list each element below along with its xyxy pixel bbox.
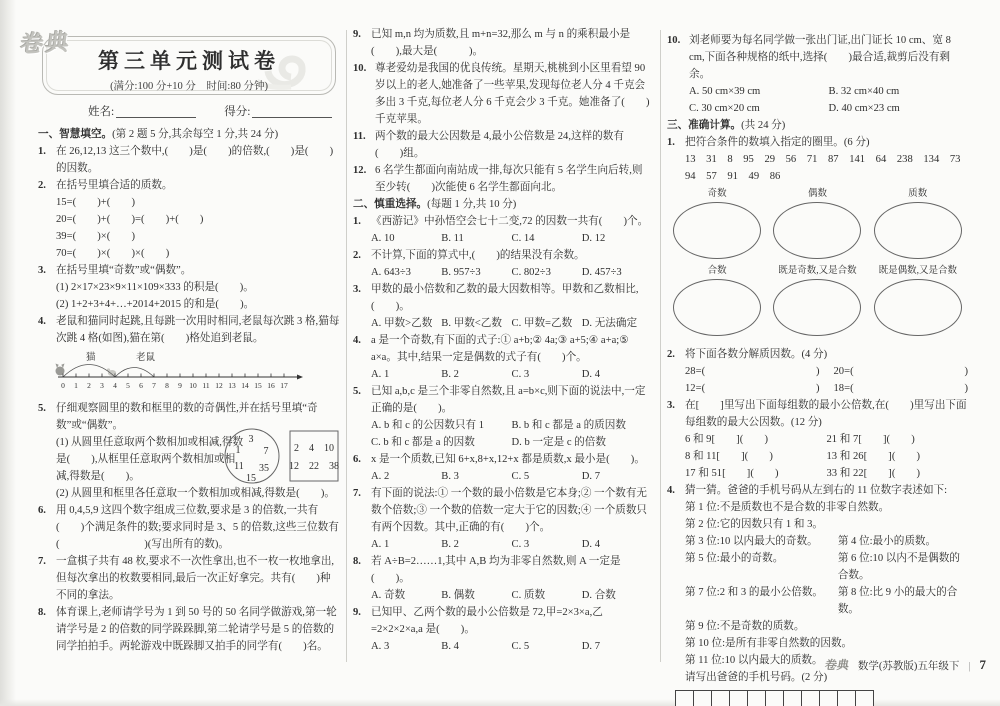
lcm-gcf-row xyxy=(685,448,968,465)
option: C. 5 xyxy=(511,471,530,482)
option: A. 3 xyxy=(371,641,390,652)
question-number: 9. xyxy=(353,607,361,618)
box-numbers-row: 12 22 38 xyxy=(289,461,339,472)
factorization-row xyxy=(685,363,968,380)
oval-cell xyxy=(667,188,767,259)
choice-question-10 xyxy=(667,32,968,83)
question-number: 3. xyxy=(38,265,46,276)
oval-label: 偶数 xyxy=(807,189,827,199)
question-text: 在[ ]里写出下面每组数的最小公倍数,在( )里写出下面每组数的最大公因数。(12 分) xyxy=(685,400,967,428)
axis-ticks xyxy=(61,374,288,391)
phone-clue: 第 9 位:不是奇数的质数。 xyxy=(685,621,805,632)
factorization-item: 18=( xyxy=(833,383,854,394)
question-number: 5. xyxy=(38,403,46,414)
digit-cell xyxy=(711,690,730,706)
oval-shape xyxy=(773,279,861,336)
question-number: 12. xyxy=(353,165,367,176)
question-number: 1. xyxy=(38,146,46,157)
brand-logo: 卷典 xyxy=(19,29,73,58)
close-paren: ) xyxy=(815,383,820,394)
options-row xyxy=(371,264,652,281)
page-footer xyxy=(825,656,986,673)
svg-text:13: 13 xyxy=(228,381,236,390)
section-2-title: 二、慎重选择。 xyxy=(353,199,428,210)
option: C. 3 xyxy=(511,539,530,550)
question-number: 3. xyxy=(667,400,675,411)
option: D. 7 xyxy=(581,471,600,482)
option: B. 3 xyxy=(441,471,459,482)
option: B. 32 cm×40 cm xyxy=(828,86,900,97)
phone-clue-row xyxy=(685,550,968,584)
question-text: 刘老师要为每名同学做一张出门证,出门证长 10 cm、宽 8 cm,下面各种规格的纸中,选择( )最合适,裁剪后没有剩余。 xyxy=(689,35,951,80)
option: C. 14 xyxy=(511,233,535,244)
option: D. 457÷3 xyxy=(581,267,622,278)
sub-question: (2) 1+2+3+4+…+2014+2015 的和是( )。 xyxy=(56,299,255,310)
question-number: 4. xyxy=(38,316,46,327)
number-pool-line: 94 57 91 49 86 xyxy=(685,171,781,182)
phone-clue: 第 11 位:10 以内最大的质数。 xyxy=(685,655,823,666)
svg-text:9: 9 xyxy=(178,381,182,390)
phone-clue-row xyxy=(685,584,968,618)
option: A. 奇数 xyxy=(371,590,406,601)
calc-question-2 xyxy=(667,346,968,363)
numberline-figure xyxy=(52,350,341,398)
factorization-item: 28=( xyxy=(685,366,706,377)
oval-label: 既是奇数,又是合数 xyxy=(778,266,857,276)
oval-cell xyxy=(868,265,968,336)
phone-clue: 第 7 位:2 和 3 的最小公倍数。 xyxy=(685,587,824,598)
sub-question: (1) 从圆里任意取两个数相加或相减,得数是( ),从框里任意取两个数相加或相减,得数是( )。 xyxy=(56,437,244,482)
column-1 xyxy=(38,126,341,655)
section-2-meta: (每题 1 分,共 10 分) xyxy=(427,199,517,210)
option: A. 50 cm×39 cm xyxy=(689,86,761,97)
section-3-title: 三、准确计算。 xyxy=(667,120,742,131)
options-grid xyxy=(689,83,968,117)
question-3 xyxy=(38,262,341,279)
phone-clue: 第 1 位:不是质数也不是合数的非零自然数。 xyxy=(685,502,890,513)
option: B. 11 xyxy=(441,233,464,244)
question-9 xyxy=(353,26,652,60)
question-text: 将下面各数分解质因数。(4 分) xyxy=(685,349,828,360)
svg-text:10: 10 xyxy=(189,381,197,390)
question-text: 老鼠和猫同时起跳,且每跳一次用时相同,老鼠每次跳 3 格,猫每次跳 4 格(如图),猫在第( )格处追到老鼠。 xyxy=(56,316,340,344)
close-paren: ) xyxy=(815,366,820,377)
option: B. 偶数 xyxy=(441,590,475,601)
option: C. 甲数=乙数 xyxy=(511,318,573,329)
question-text: 6 名学生都面向南站成一排,每次只能有 5 名学生向后转,则至少转( )次能使 6 名学生都面向北。 xyxy=(375,165,643,193)
number-pair: 33 和 22[ ]( ) xyxy=(826,468,921,479)
factorization-item: 12=( xyxy=(685,383,706,394)
circle-number: 1 xyxy=(235,445,241,456)
question-text: 在括号里填“奇数”或“偶数”。 xyxy=(56,265,192,276)
phone-clue: 第 5 位:最小的奇数。 xyxy=(685,553,784,564)
number-pair: 6 和 9[ ]( ) xyxy=(685,434,768,445)
oval-label: 合数 xyxy=(707,266,727,276)
page-title: 第三单元测试卷 xyxy=(98,49,280,73)
question-text: 甲数的最小倍数和乙数的最大因数相等。甲数和乙数相比,( )。 xyxy=(371,284,639,312)
choice-question-7 xyxy=(353,485,652,536)
options-row xyxy=(371,638,652,655)
question-text: 已知 m,n 均为质数,且 m+n=32,那么 m 与 n 的乘积最小是( ),最大是( )。 xyxy=(371,29,631,57)
svg-text:11: 11 xyxy=(202,381,210,390)
digit-cell xyxy=(675,690,694,706)
svg-text:17: 17 xyxy=(280,381,288,390)
options-row xyxy=(371,536,652,553)
question-number: 10. xyxy=(667,35,681,46)
svg-text:5: 5 xyxy=(126,381,130,390)
lcm-gcf-row xyxy=(685,431,968,448)
oval-shape xyxy=(673,279,761,336)
title-box xyxy=(42,36,336,95)
cat-label: 猫 xyxy=(86,353,96,363)
option: D. 7 xyxy=(581,641,600,652)
option: D. 无法确定 xyxy=(581,318,638,329)
question-number: 6. xyxy=(353,454,361,465)
axis-arrow xyxy=(297,375,303,380)
digit-cell xyxy=(729,690,748,706)
option: C. 质数 xyxy=(511,590,546,601)
digit-cell xyxy=(747,690,766,706)
question-number: 8. xyxy=(353,556,361,567)
box-numbers-row: 2 4 10 xyxy=(294,443,334,454)
calc-question-1 xyxy=(667,134,968,151)
calc-question-3 xyxy=(667,397,968,431)
phone-clue: 第 8 位:比 9 小的最大的合数。 xyxy=(837,587,958,615)
oval-cell xyxy=(767,188,867,259)
question-text: a 是一个奇数,有下面的式子:① a+b;② 4a;③ a+5;④ a+a;⑤ a×a。其中,结果一定是偶数的式子有( )个。 xyxy=(371,335,629,363)
choice-question-2 xyxy=(353,247,652,264)
svg-text:0: 0 xyxy=(61,381,65,390)
question-number: 8. xyxy=(38,607,46,618)
question-text: 已知甲、乙两个数的最小公倍数是 72,甲=2×3×a,乙=2×2×2×a,a 是( )。 xyxy=(371,607,603,635)
question-text: 两个数的最大公因数是 4,最小公倍数是 24,这样的数有( )组。 xyxy=(375,131,624,159)
oval-shape xyxy=(673,202,761,259)
close-paren: ) xyxy=(964,383,968,394)
sub-question: (2) 从圆里和框里各任意取一个数相加或相减,得数是( )。 xyxy=(56,488,335,499)
oval-shape xyxy=(874,279,962,336)
name-label: 姓名: xyxy=(88,106,115,118)
question-text: 若 A÷B=2……1,其中 A,B 均为非零自然数,则 A 一定是( )。 xyxy=(371,556,621,584)
svg-text:6: 6 xyxy=(139,381,143,390)
question-number: 6. xyxy=(38,505,46,516)
option: D. 4 xyxy=(581,539,600,550)
question-text: 有下面的说法:① 一个数的最小倍数是它本身;② 一个数有无数个倍数;③ 一个数的倍数一定大于它的因数;④ 一个质数只有两个因数。其中,正确的有( )个。 xyxy=(371,488,648,533)
number-pair: 8 和 11[ ]( ) xyxy=(685,451,773,462)
footer-page-number: 7 xyxy=(979,657,986,672)
question-number: 1. xyxy=(353,216,361,227)
section-1-header xyxy=(38,126,341,143)
phone-clue: 第 4 位:最小的质数。 xyxy=(837,536,937,547)
question-text: 《西游记》中孙悟空会七十二变,72 的因数一共有( )个。 xyxy=(371,216,649,227)
close-paren: ) xyxy=(964,366,968,377)
phone-digit-grid xyxy=(675,690,968,706)
question-number: 4. xyxy=(353,335,361,346)
section-1-meta: (第 2 题 5 分,其余每空 1 分,共 24 分) xyxy=(112,129,279,140)
question-text: 不计算,下面的算式中,( )的结果没有余数。 xyxy=(371,250,585,261)
question-text: 一盒棋子共有 48 枚,要求不一次性拿出,也不一枚一枚地拿出,但每次拿出的枚数要相同,最后一次正好拿完。共有( )种不同的拿法。 xyxy=(56,556,335,601)
sub-question: (1) 2×17×23×9×11×109×333 的积是( )。 xyxy=(56,282,254,293)
oval-shape xyxy=(773,202,861,259)
svg-text:14: 14 xyxy=(241,381,249,390)
column-2 xyxy=(353,26,652,655)
question-number: 11. xyxy=(353,131,366,142)
section-2-header xyxy=(353,196,652,213)
option: B. b 和 c 都是 a 的质因数 xyxy=(511,420,626,431)
option: B. 957÷3 xyxy=(441,267,481,278)
question-7 xyxy=(38,553,341,604)
question-8 xyxy=(38,604,341,655)
options-row xyxy=(371,230,652,247)
option: D. 合数 xyxy=(581,590,616,601)
footer-brand-logo: 卷典 xyxy=(823,658,851,672)
question-text: 把符合条件的数填入指定的圈里。(6 分) xyxy=(685,137,870,148)
phone-clue: 第 6 位:10 以内不是偶数的合数。 xyxy=(837,553,960,581)
question-text: 仔细观察圆里的数和框里的数的奇偶性,并在括号里填“奇数”或“偶数”。 xyxy=(56,403,318,431)
oval-cell xyxy=(667,265,767,336)
footer-divider: | xyxy=(968,661,971,672)
phone-clue: 第 3 位:10 以内最大的奇数。 xyxy=(685,536,818,547)
digit-cell xyxy=(837,690,856,706)
oval-cell xyxy=(868,188,968,259)
question-number: 10. xyxy=(353,63,367,74)
phone-prompt: 请写出爸爸的手机号码。(2 分) xyxy=(685,672,828,683)
svg-text:12: 12 xyxy=(215,381,223,390)
question-number: 3. xyxy=(353,284,361,295)
choice-question-9 xyxy=(353,604,652,638)
options-row xyxy=(371,587,652,604)
question-text: 已知 a,b,c 是三个非零自然数,且 a=b×c,则下面的说法中,一定正确的是( )。 xyxy=(371,386,646,414)
options-row xyxy=(371,315,652,332)
box-diagram xyxy=(290,431,338,481)
mouse-jump-arc xyxy=(115,368,154,378)
option: C. 30 cm×20 cm xyxy=(689,103,760,114)
page-subtitle: (满分:100 分+10 分 时间:80 分钟) xyxy=(110,81,268,92)
oval-cell xyxy=(767,265,867,336)
oval-shape xyxy=(874,202,962,259)
option: C. b 和 c 都是 a 的因数 xyxy=(371,437,475,448)
choice-question-4 xyxy=(353,332,652,366)
question-number: 1. xyxy=(667,137,675,148)
question-text: 用 0,4,5,9 这四个数字组成三位数,要求是 3 的倍数,一共有( )个满足条件的数;要求同时是 3、5 的倍数,这些三位数有( )(写出所有的数)。 xyxy=(56,505,339,550)
option: A. 10 xyxy=(371,233,395,244)
digit-cell xyxy=(783,690,802,706)
options-row xyxy=(371,366,652,383)
circle-and-box-figure xyxy=(223,424,341,494)
choice-question-8 xyxy=(353,553,652,587)
mouse-label: 老鼠 xyxy=(136,353,156,363)
option: A. 1 xyxy=(371,539,390,550)
number-pair: 13 和 26[ ]( ) xyxy=(826,451,921,462)
option: A. 甲数>乙数 xyxy=(371,318,433,329)
circle-number: 11 xyxy=(234,461,244,472)
number-pool-line: 13 31 8 95 29 56 71 87 141 64 238 134 73 xyxy=(685,154,961,165)
column-divider-1 xyxy=(346,30,347,662)
svg-text:4: 4 xyxy=(113,381,117,390)
question-10 xyxy=(353,60,652,128)
footer-edition-text: 数学(苏教版)五年级下 xyxy=(857,661,960,672)
fill-line: 70=( )×( )×( ) xyxy=(56,248,170,259)
circle-number: 7 xyxy=(263,446,269,457)
question-number: 2. xyxy=(353,250,361,261)
option: D. 12 xyxy=(581,233,606,244)
section-1-title: 一、智慧填空。 xyxy=(38,129,113,140)
number-pair: 17 和 51[ ]( ) xyxy=(685,468,779,479)
choice-question-5 xyxy=(353,383,652,417)
section-3-meta: (共 24 分) xyxy=(741,120,786,131)
column-3 xyxy=(667,32,971,706)
option: B. 4 xyxy=(441,641,459,652)
question-11 xyxy=(353,128,652,162)
scan-edge-left xyxy=(0,0,16,706)
question-text: 尊老爱幼是我国的优良传统。星期天,桃桃到小区里看望 90 岁以上的老人,她准备了一些苹果,发现每位老人分 4 千克会多出 3 千克,每位老人分 6 千克会少 3 千克。她准备了( )千克苹果。 xyxy=(375,63,650,125)
option: B. 2 xyxy=(441,369,459,380)
question-number: 7. xyxy=(38,556,46,567)
name-score-row xyxy=(88,103,332,119)
option: C. 5 xyxy=(511,641,530,652)
question-text: x 是一个质数,已知 6+x,8+x,12+x 都是质数,x 最小是( )。 xyxy=(371,454,645,465)
choice-question-1 xyxy=(353,213,652,230)
number-pair: 21 和 7[ ]( ) xyxy=(826,434,915,445)
question-number: 2. xyxy=(667,349,675,360)
classification-ovals xyxy=(667,188,968,342)
svg-text:15: 15 xyxy=(254,381,262,390)
lcm-gcf-row xyxy=(685,465,968,482)
fill-line: 39=( )×( ) xyxy=(56,231,136,242)
svg-text:2: 2 xyxy=(87,381,91,390)
option: A. 643÷3 xyxy=(371,267,411,278)
option: D. 40 cm×23 cm xyxy=(828,103,900,114)
question-text: 猜一猜。爸爸的手机号码从左到右的 11 位数字表述如下: xyxy=(685,485,948,496)
phone-clue-row xyxy=(685,533,968,550)
fill-line: 15=( )+( ) xyxy=(56,197,136,208)
oval-label: 既是偶数,又是合数 xyxy=(878,266,957,276)
score-label: 得分: xyxy=(224,106,251,118)
question-number: 2. xyxy=(38,180,46,191)
question-4 xyxy=(38,313,341,347)
options-row xyxy=(371,468,652,485)
question-text: 在括号里填合适的质数。 xyxy=(56,180,173,191)
factorization-row xyxy=(685,380,968,397)
option: C. 3 xyxy=(511,369,530,380)
svg-text:1: 1 xyxy=(74,381,78,390)
question-number: 4. xyxy=(667,485,675,496)
score-blank-line xyxy=(252,105,332,118)
oval-label: 奇数 xyxy=(707,189,727,199)
fill-line: 20=( )+( )=( )+( ) xyxy=(56,214,204,225)
digit-cell xyxy=(693,690,712,706)
choice-question-3 xyxy=(353,281,652,315)
digit-cell xyxy=(801,690,820,706)
phone-clue: 第 2 位:它的因数只有 1 和 3。 xyxy=(685,519,824,530)
option: B. 甲数<乙数 xyxy=(441,318,502,329)
svg-text:3: 3 xyxy=(100,381,104,390)
circle-number: 35 xyxy=(259,463,269,474)
option: A. b 和 c 的公因数只有 1 xyxy=(371,420,484,431)
option: C. 802÷3 xyxy=(511,267,551,278)
digit-cell xyxy=(765,690,784,706)
factorization-item: 20=( xyxy=(833,366,854,377)
option: A. 1 xyxy=(371,369,390,380)
option: D. b 一定是 c 的倍数 xyxy=(511,437,606,448)
digit-cell xyxy=(819,690,838,706)
question-number: 5. xyxy=(353,386,361,397)
svg-text:8: 8 xyxy=(165,381,169,390)
column-divider-2 xyxy=(660,30,661,662)
question-text: 在 26,12,13 这三个数中,( )是( )的倍数,( )是( )的因数。 xyxy=(56,146,334,174)
name-blank-line xyxy=(116,105,196,118)
oval-label: 质数 xyxy=(908,189,928,199)
choice-question-6 xyxy=(353,451,652,468)
svg-text:16: 16 xyxy=(267,381,275,390)
phone-clue: 第 10 位:是所有非零自然数的因数。 xyxy=(685,638,853,649)
options-grid xyxy=(371,417,652,451)
svg-text:7: 7 xyxy=(152,381,156,390)
circle-number: 3 xyxy=(248,434,254,445)
question-12 xyxy=(353,162,652,196)
question-1 xyxy=(38,143,341,177)
option: D. 4 xyxy=(581,369,600,380)
question-5-block xyxy=(38,400,341,502)
question-6 xyxy=(38,502,341,553)
question-number: 7. xyxy=(353,488,361,499)
digit-cell xyxy=(855,690,874,706)
option: A. 2 xyxy=(371,471,390,482)
calc-question-4 xyxy=(667,482,968,499)
section-3-header xyxy=(667,117,968,134)
option: B. 2 xyxy=(441,539,459,550)
question-text: 体育课上,老师请学号为 1 到 50 号的 50 名同学做游戏,第一轮请学号是 2 的倍数的同学跺跺脚,第二轮请学号是 5 的倍数的同学拍拍手。两轮游戏中既跺脚又拍手的同学有( )名。 xyxy=(56,607,337,652)
question-number: 9. xyxy=(353,29,361,40)
question-2 xyxy=(38,177,341,194)
circle-number: 15 xyxy=(246,473,256,484)
